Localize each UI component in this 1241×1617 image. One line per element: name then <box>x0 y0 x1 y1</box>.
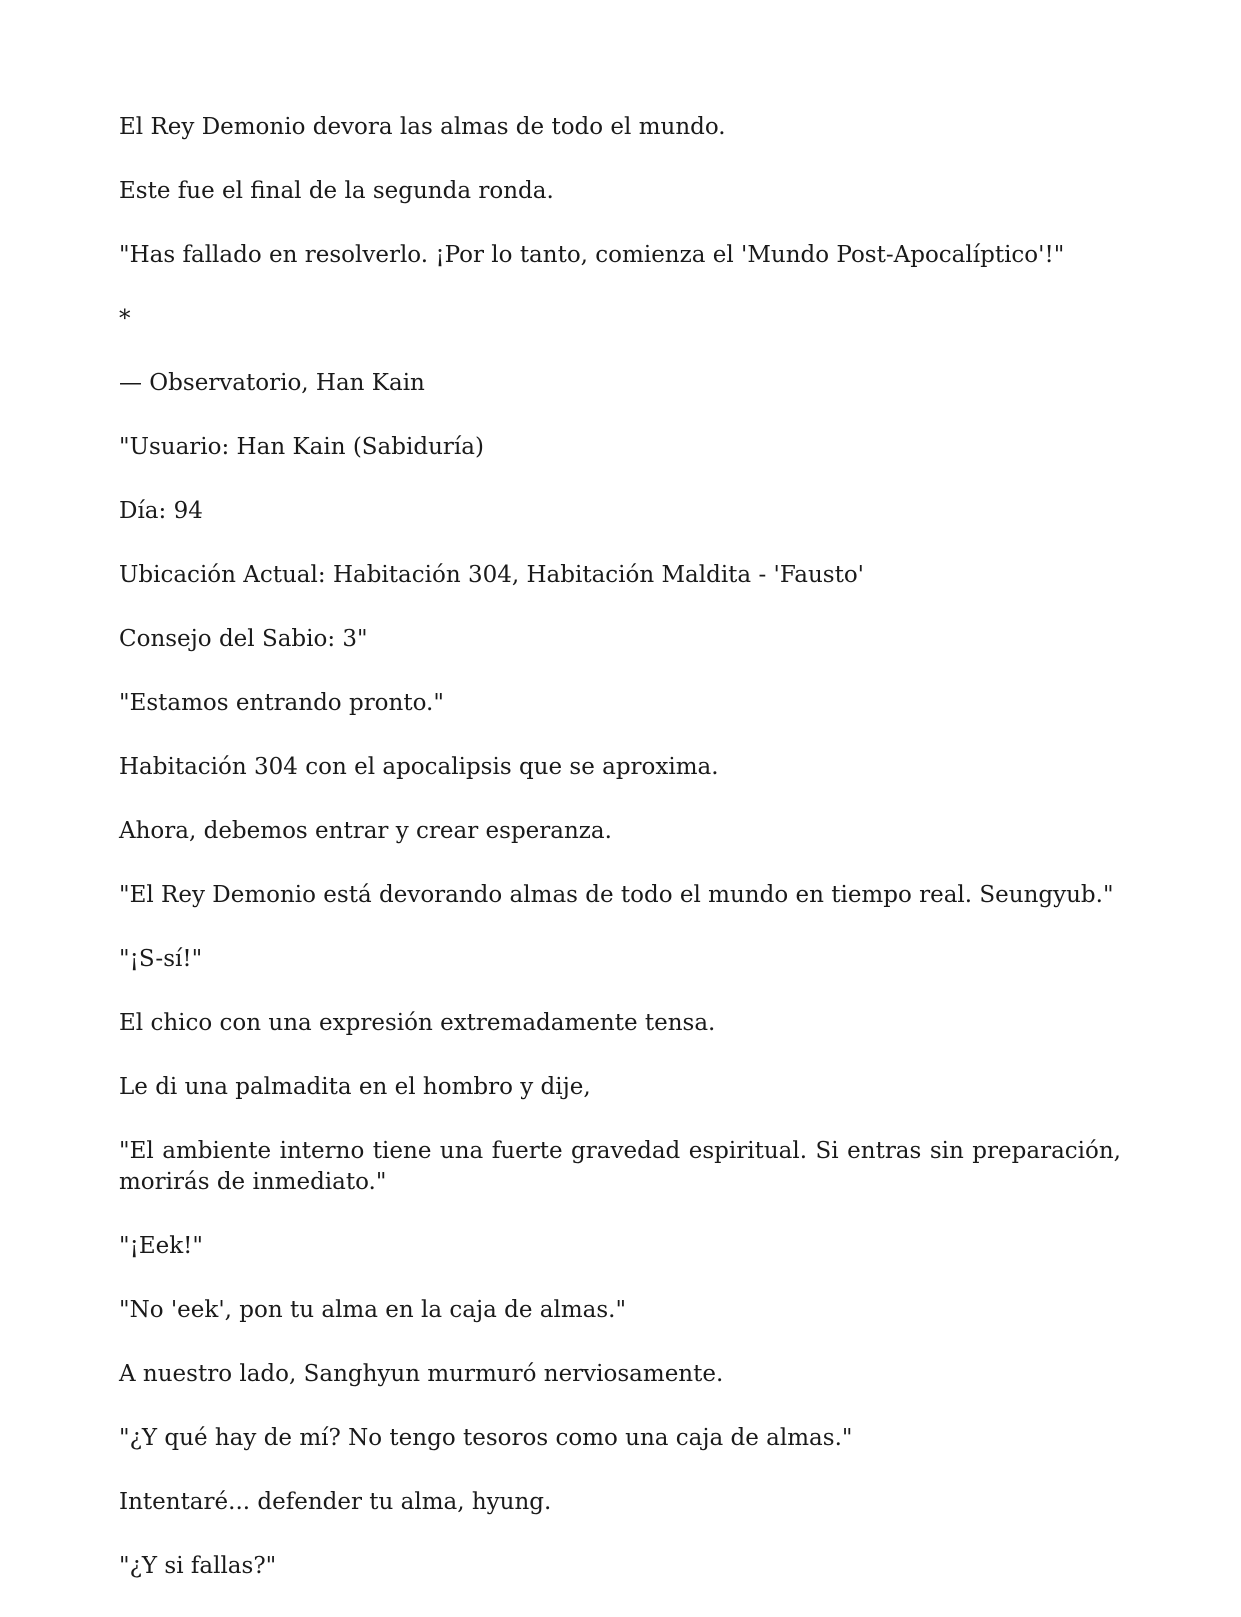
status-location-line: Ubicación Actual: Habitación 304, Habitación Maldita - 'Fausto' <box>119 562 864 588</box>
status-advice-line: Consejo del Sabio: 3" <box>119 626 368 652</box>
paragraph-3: "Has fallado en resolverlo. ¡Por lo tanto, comienza el 'Mundo Post-Apocalíptico'!" <box>119 242 1065 268</box>
status-user-line: "Usuario: Han Kain (Sabiduría) <box>119 434 484 460</box>
scene-heading: — Observatorio, Han Kain <box>119 370 425 396</box>
paragraph-14: "¡S-sí!" <box>119 946 203 972</box>
paragraph-19: "No 'eek', pon tu alma en la caja de almas." <box>119 1297 627 1323</box>
paragraph-2: Este fue el final de la segunda ronda. <box>119 178 554 204</box>
paragraph-16: Le di una palmadita en el hombro y dije, <box>119 1074 591 1100</box>
text-body <box>119 112 1121 1615</box>
paragraph-12: Ahora, debemos entrar y crear esperanza. <box>119 818 612 844</box>
paragraph-17: "El ambiente interno tiene una fuerte gravedad espiritual. Si entras sin preparación, morirás de inmediato." <box>119 1138 1121 1195</box>
paragraph-22: Intentaré... defender tu alma, hyung. <box>119 1489 552 1515</box>
status-day-line: Día: 94 <box>119 498 203 524</box>
paragraph-13: "El Rey Demonio está devorando almas de todo el mundo en tiempo real. Seungyub." <box>119 882 1114 908</box>
paragraph-21: "¿Y qué hay de mí? No tengo tesoros como una caja de almas." <box>119 1425 853 1451</box>
paragraph-23: "¿Y si fallas?" <box>119 1553 277 1579</box>
paragraph-1: El Rey Demonio devora las almas de todo el mundo. <box>119 114 726 140</box>
paragraph-10: "Estamos entrando pronto." <box>119 690 444 716</box>
paragraph-20: A nuestro lado, Sanghyun murmuró nerviosamente. <box>119 1361 724 1387</box>
paragraph-15: El chico con una expresión extremadamente tensa. <box>119 1010 716 1036</box>
paragraph-11: Habitación 304 con el apocalipsis que se aproxima. <box>119 754 719 780</box>
scene-break-asterisk: * <box>119 306 131 332</box>
paragraph-18: "¡Eek!" <box>119 1233 203 1259</box>
